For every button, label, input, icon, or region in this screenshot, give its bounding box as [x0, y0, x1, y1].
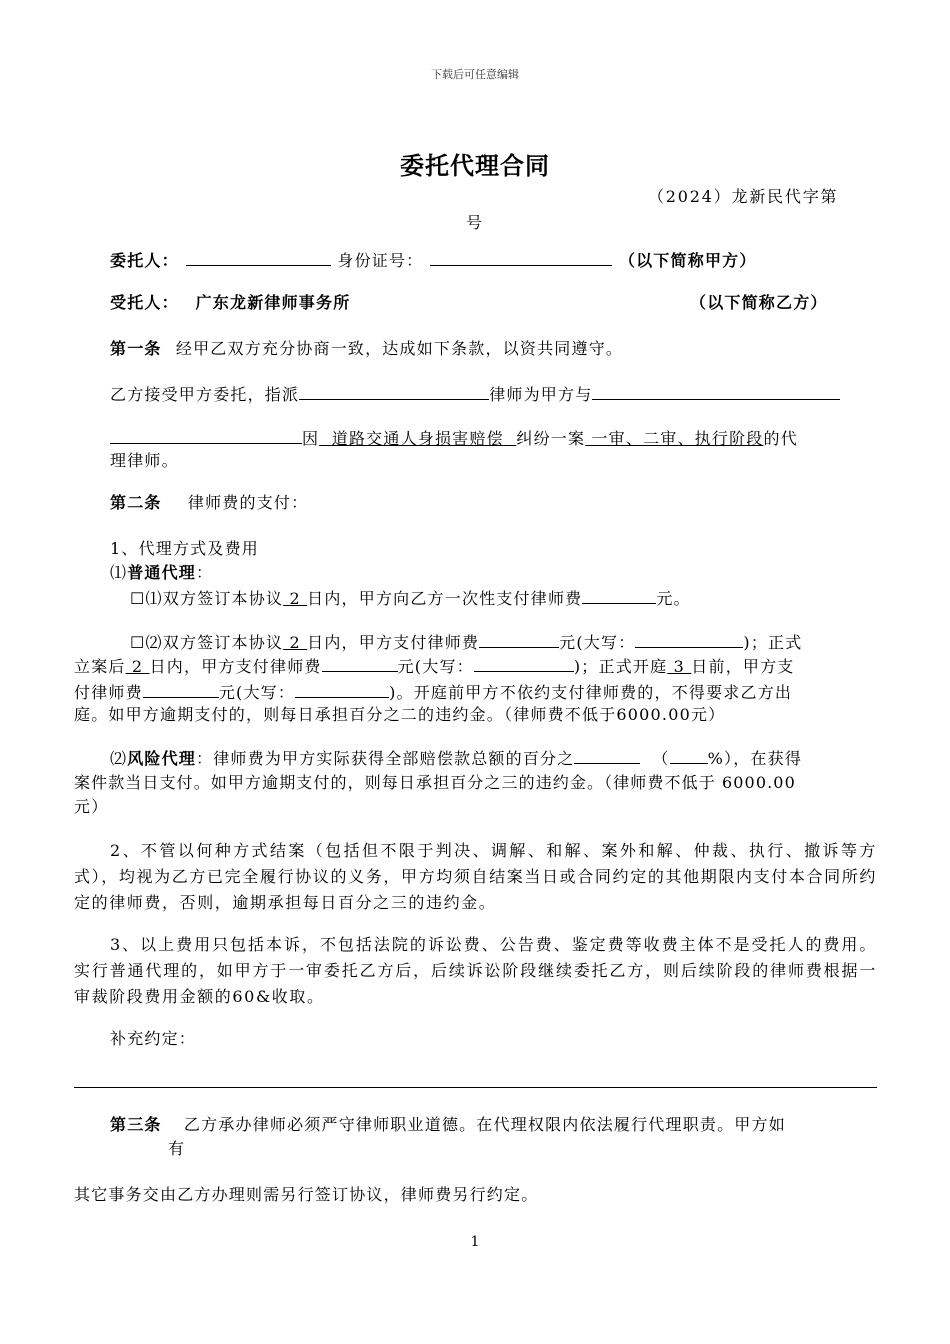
- article-3-cont: 有: [168, 1139, 186, 1158]
- ordinary-label: 普通代理: [127, 563, 197, 582]
- id-number-field[interactable]: [430, 246, 612, 266]
- article-1-assign: [110, 380, 840, 408]
- id-label: 身份证号：: [337, 251, 424, 270]
- party-b-note: （以下简称乙方）: [690, 293, 828, 312]
- lawyer-name-field[interactable]: [299, 380, 489, 400]
- risk-num: ⑵: [110, 749, 128, 768]
- option-2-fee-1-field[interactable]: [479, 628, 559, 648]
- option-2-text-c: )；正式: [743, 633, 803, 652]
- section-1-title: 1、代理方式及费用: [110, 539, 259, 558]
- article-3-text: 乙方承办律师必须严守律师职业道德。在代理权限内依法履行代理职责。甲方如: [183, 1115, 786, 1134]
- assign-text-b: 律师为甲方与: [489, 385, 593, 404]
- option-1-unit: 元。: [656, 589, 691, 608]
- option-2-days-2: 2: [131, 657, 144, 676]
- risk-text-c: %），在获得: [707, 749, 803, 768]
- agent-line: [110, 290, 350, 316]
- agent-label: 受托人：: [110, 293, 179, 312]
- section-3: 3、以上费用只包括本诉，不包括法院的诉讼费、公告费、鉴定费等收费主体不是受托人的费用。实行普通代理的，如甲方于一审委托乙方后，后续诉讼阶段继续委托乙方，则后续阶段的律师费根据一审裁阶段费用金额的60&收取。: [74, 935, 877, 1006]
- option-1-text: 日内，甲方向乙方一次性支付律师费: [307, 589, 583, 608]
- option-2-days: 2: [289, 633, 301, 652]
- risk-text-a: ：律师费为甲方实际获得全部赔偿款总额的百分之: [196, 749, 575, 768]
- option-2-fee-2-field[interactable]: [322, 652, 398, 672]
- case-text-b: 纠纷一案: [516, 429, 586, 448]
- option-2-line-4: 庭。如甲方逾期支付的，则每日承担百分之二的违约金。（律师费不低于6000.00元）: [74, 705, 726, 724]
- risk-text-b: （: [652, 749, 670, 768]
- article-1: [110, 336, 623, 362]
- option-2-words-1-field[interactable]: [635, 628, 743, 648]
- article-1-case-end: 理律师。: [110, 451, 179, 470]
- option-2-text-f: 元(大写：: [397, 657, 474, 676]
- option-2-days-3: 3: [673, 657, 685, 676]
- option-2-words-2-field[interactable]: [474, 652, 574, 672]
- doc-number-end: 号: [466, 213, 484, 232]
- assign-text-a: 乙方接受甲方委托，指派: [110, 385, 300, 404]
- ordinary-agency-heading: [110, 560, 213, 586]
- option-2-text-g: )；正式开庭: [573, 657, 668, 676]
- option-2-text-e: 日内，甲方支付律师费: [149, 657, 322, 676]
- option-1-days: 2: [289, 589, 301, 608]
- risk-percent-words-field[interactable]: [574, 744, 640, 764]
- header-note: 下载后可任意编辑: [431, 68, 519, 81]
- agent-name: 广东龙新律师事务所: [195, 293, 351, 312]
- supplement-label: 补充约定：: [110, 1029, 197, 1048]
- article-3: [110, 1112, 786, 1138]
- risk-agency-line-3: 元）: [74, 797, 109, 816]
- ordinary-num: ⑴: [110, 563, 128, 582]
- doc-number: （2024）龙新民代字第: [648, 187, 839, 206]
- party-a-note: （以下简称甲方）: [618, 251, 757, 270]
- option-2-line-2: [74, 652, 795, 680]
- article-2-text: 律师费的支付：: [187, 493, 309, 512]
- case-type: 道路交通人身损害赔偿: [331, 429, 504, 448]
- option-2-text-b: 元(大写：: [559, 633, 636, 652]
- article-1-label: 第一条: [110, 339, 162, 358]
- article-3-para-2: 其它事务交由乙方办理则需另行签订协议，律师费另行约定。: [74, 1185, 539, 1204]
- option-2-text-a: 日内，甲方支付律师费: [307, 633, 480, 652]
- section-2: 2、不管以何种方式结案（包括但不限于判决、调解、和解、案外和解、仲裁、执行、撤诉等方式），均视为乙方已完全履行协议的义务，甲方均须自结案当日或合同约定的其他期限内支付本合同所约定的律师费，否则，逾期承担每日百分之三的违约金。: [74, 841, 877, 912]
- page-number: 1: [470, 1234, 480, 1250]
- option-2-text-j: 元(大写：: [218, 683, 296, 702]
- opponent-field-cont[interactable]: [110, 424, 302, 444]
- option-2-checkbox[interactable]: ☐⑵双方签订本协议: [130, 633, 284, 652]
- option-2-text-i: 付律师费: [74, 683, 143, 702]
- risk-agency-line-1: [110, 744, 802, 772]
- principal-name-field[interactable]: [186, 246, 331, 266]
- option-1-checkbox[interactable]: ☐⑴双方签订本协议: [130, 589, 284, 608]
- page-title: 委托代理合同: [400, 151, 550, 180]
- opponent-field[interactable]: [592, 380, 840, 400]
- risk-agency-line-2: 案件款当日支付。如甲方逾期支付的，则每日承担百分之三的违约金。（律师费不低于 6000.00: [74, 773, 796, 792]
- supplement-line[interactable]: [74, 1087, 877, 1088]
- option-2-words-3-field[interactable]: [295, 678, 389, 698]
- option-1-fee-field[interactable]: [582, 584, 656, 604]
- option-2-fee-3-field[interactable]: [143, 678, 219, 698]
- option-1: [130, 584, 691, 612]
- case-text-a: 因: [302, 429, 320, 448]
- article-1-case: [110, 424, 798, 452]
- risk-percent-field[interactable]: [670, 744, 708, 764]
- article-2: [110, 490, 308, 516]
- article-3-label: 第三条: [110, 1115, 162, 1134]
- principal-label: 委托人：: [110, 251, 179, 270]
- case-stage: 一审、二审、执行阶段: [591, 429, 764, 448]
- option-2-text-k: )。开庭前甲方不依约支付律师费的，不得要求乙方出: [389, 683, 793, 702]
- case-text-c: 的代: [763, 429, 798, 448]
- option-2-text-h: 日前，甲方支: [691, 657, 795, 676]
- article-1-text: 经甲乙双方充分协商一致，达成如下条款，以资共同遵守。: [175, 339, 624, 358]
- ordinary-colon: ：: [196, 563, 214, 582]
- risk-label: 风险代理: [127, 749, 197, 768]
- article-2-label: 第二条: [110, 493, 162, 512]
- principal-line: [110, 246, 757, 274]
- option-2-text-d: 立案后: [74, 657, 126, 676]
